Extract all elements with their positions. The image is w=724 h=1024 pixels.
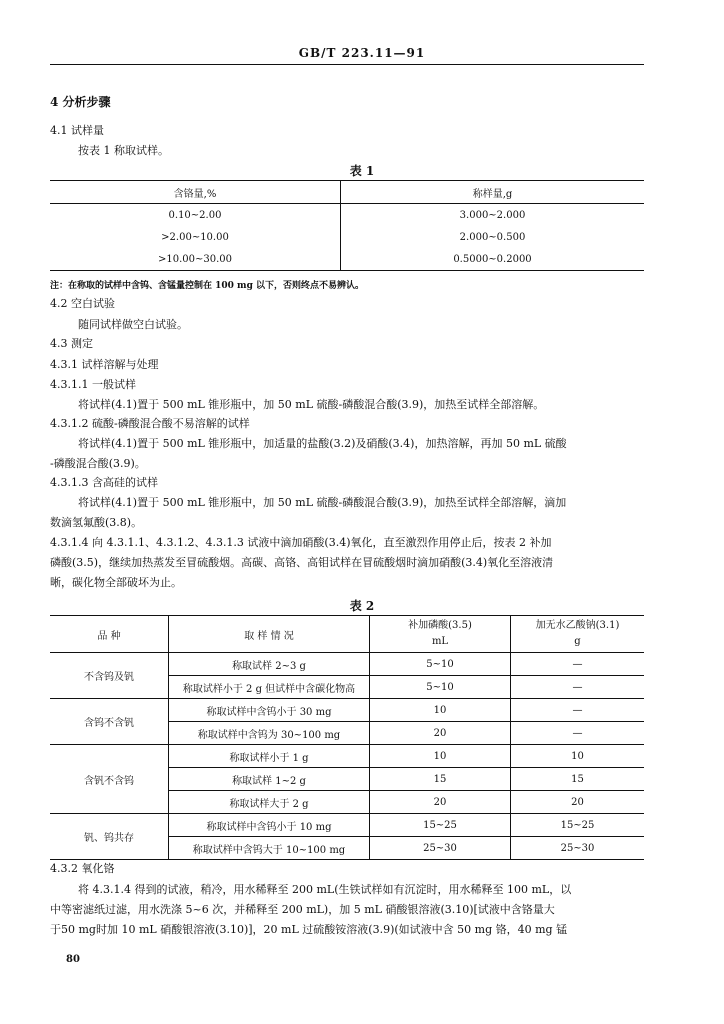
table-cell: 称取试样小于 1 g xyxy=(169,745,370,768)
table-1-col-header-mass: 称样量,g xyxy=(341,181,645,204)
section-4-2-text: 随同试样做空白试验。 xyxy=(78,318,188,331)
table-cell: 称取试样小于 2 g 但试样中含碳化物高 xyxy=(169,676,370,699)
table-2-col-header-phosphoric xyxy=(370,616,511,653)
section-4-3-1-3-text-2: 数滴氢氟酸(3.8)。 xyxy=(50,516,143,529)
section-4-3-1-4-text-2: 磷酸(3.5)，继续加热蒸发至冒硫酸烟。高碳、高铬、高钼试样在冒硫酸烟时滴加硝酸(3.4)氧化至溶液清 xyxy=(50,556,554,569)
table-cell: 0.10~2.00 xyxy=(50,204,341,227)
section-4-3-1-3-text-1: 将试样(4.1)置于 500 mL 锥形瓶中，加 50 mL 硫酸-磷酸混合酸(3.9)，加热至试样全部溶解，滴加 xyxy=(78,496,567,509)
table-cell: >10.00~30.00 xyxy=(50,248,341,271)
table-cell: 2.000~0.500 xyxy=(459,231,526,243)
table-cell: — xyxy=(511,676,645,699)
table-cell: 称取试样中含钨大于 10~100 mg xyxy=(169,837,370,860)
section-4-3-1-1-title: 4.3.1.1 一般试样 xyxy=(50,378,136,391)
section-4-3-2-text-3: 于50 mg时加 10 mL 硝酸银溶液(3.10)]，20 mL 过硫酸铵溶液(3.9)(如试液中含 50 mg 铬，40 mg 锰 xyxy=(50,923,568,936)
table-cell: 称取试样中含钨为 30~100 mg xyxy=(169,722,370,745)
table-cell: 称取试样 2~3 g xyxy=(169,653,370,676)
section-4-2-title: 4.2 空白试验 xyxy=(50,297,115,310)
table-cell: 15~25 xyxy=(370,814,511,837)
table-1-header-row xyxy=(50,181,644,204)
table-cell: 0.5000~0.2000 xyxy=(341,248,645,271)
table-2-col-header-phosphoric-label: 补加磷酸(3.5) xyxy=(408,620,472,631)
table-cell: 10 xyxy=(511,745,645,768)
table-cell: — xyxy=(511,722,645,745)
table-2-col-header-acetate-unit: g xyxy=(574,636,581,647)
standard-number: GB/T 223.11—91 xyxy=(298,46,426,60)
table-cell: 5~10 xyxy=(370,676,511,699)
table-cell: 称取试样中含钨小于 10 mg xyxy=(169,814,370,837)
table-2-caption: 表 2 xyxy=(349,599,375,613)
section-4-1-title: 4.1 试样量 xyxy=(50,124,104,137)
table-row xyxy=(50,745,644,768)
table-2-col-header-acetate-label: 加无水乙酸钠(3.1) xyxy=(535,620,620,631)
table-cell: 20 xyxy=(511,791,645,814)
section-4-1-text: 按表 1 称取试样。 xyxy=(78,144,169,157)
group-cell: 含钨不含钒 xyxy=(50,699,169,745)
table-2-col-header-acetate xyxy=(511,616,645,653)
table-2-col-header-phosphoric-unit: mL xyxy=(431,636,449,647)
table-2-header-row xyxy=(50,616,644,653)
table-cell: 10 xyxy=(370,745,511,768)
table-1-caption: 表 1 xyxy=(349,164,375,178)
table-2-col-header-sampling: 取 样 情 况 xyxy=(169,616,370,653)
page-number: 80 xyxy=(66,954,80,965)
section-4-3-2-text-1: 将 4.3.1.4 得到的试液，稍冷，用水稀释至 200 mL(生铁试样如有沉淀时，用水稀释至 100 mL，以 xyxy=(78,883,572,896)
table-cell: — xyxy=(511,653,645,676)
section-4-3-1-3-title: 4.3.1.3 含高硅的试样 xyxy=(50,476,158,489)
table-2 xyxy=(50,615,644,860)
section-4-3-1-2-title: 4.3.1.2 硫酸-磷酸混合酸不易溶解的试样 xyxy=(50,417,250,430)
table-cell: 称取试样大于 2 g xyxy=(169,791,370,814)
section-4-3-1-1-text: 将试样(4.1)置于 500 mL 锥形瓶中，加 50 mL 硫酸-磷酸混合酸(3.9)，加热至试样全部溶解。 xyxy=(78,398,545,411)
section-4-3-2-text-2: 中等密滤纸过滤，用水洗涤 5~6 次，并稀释至 200 mL)，加 5 mL 硝酸银溶液(3.10)[试液中含铬量大 xyxy=(50,903,555,916)
table-cell: 25~30 xyxy=(511,837,645,860)
group-cell: 含钒不含钨 xyxy=(50,745,169,814)
header-rule xyxy=(50,64,644,65)
table-cell: 5~10 xyxy=(370,653,511,676)
section-4-3-1-title: 4.3.1 试样溶解与处理 xyxy=(50,358,159,371)
table-cell: — xyxy=(511,699,645,722)
section-4-3-1-2-text-2: -磷酸混合酸(3.9)。 xyxy=(50,457,146,470)
group-cell: 不含钨及钒 xyxy=(50,653,169,699)
table-1-col-header-chromium: 含铬量,% xyxy=(50,181,341,204)
section-4-3-title: 4.3 测定 xyxy=(50,337,93,350)
table-cell: 20 xyxy=(370,722,511,745)
table-row xyxy=(50,226,644,248)
table-row xyxy=(50,814,644,837)
table-1 xyxy=(50,180,644,271)
table-row xyxy=(50,204,644,227)
table-row xyxy=(50,653,644,676)
table-row xyxy=(50,699,644,722)
table-cell: 称取试样中含钨小于 30 mg xyxy=(169,699,370,722)
table-cell: 3.000~2.000 xyxy=(459,209,526,221)
table-1-note: 注：在称取的试样中含钨、含锰量控制在 100 mg 以下，否则终点不易辨认。 xyxy=(50,281,365,291)
table-cell: 10 xyxy=(370,699,511,722)
section-4-3-2-title: 4.3.2 氧化铬 xyxy=(50,862,115,875)
table-cell: 20 xyxy=(370,791,511,814)
group-cell: 钒、钨共存 xyxy=(50,814,169,860)
section-4-3-1-4-text-1: 4.3.1.4 向 4.3.1.1、4.3.1.2、4.3.1.3 试液中滴加硝酸(3.4)氧化，直至激烈作用停止后，按表 2 补加 xyxy=(50,536,552,549)
section-4-3-1-4-text-3: 晰，碳化物全部破坏为止。 xyxy=(50,576,182,589)
table-cell: 称取试样 1~2 g xyxy=(169,768,370,791)
section-4-title: 4 分析步骤 xyxy=(50,95,111,109)
table-cell: >2.00~10.00 xyxy=(50,226,341,248)
table-row xyxy=(50,248,644,271)
table-cell: 15 xyxy=(511,768,645,791)
table-cell: 15 xyxy=(370,768,511,791)
table-cell: 25~30 xyxy=(370,837,511,860)
table-cell: 15~25 xyxy=(511,814,645,837)
section-4-3-1-2-text-1: 将试样(4.1)置于 500 mL 锥形瓶中，加适量的盐酸(3.2)及硝酸(3.4)，加热溶解，再加 50 mL 硫酸 xyxy=(78,437,567,450)
table-2-col-header-variety: 品 种 xyxy=(50,616,169,653)
